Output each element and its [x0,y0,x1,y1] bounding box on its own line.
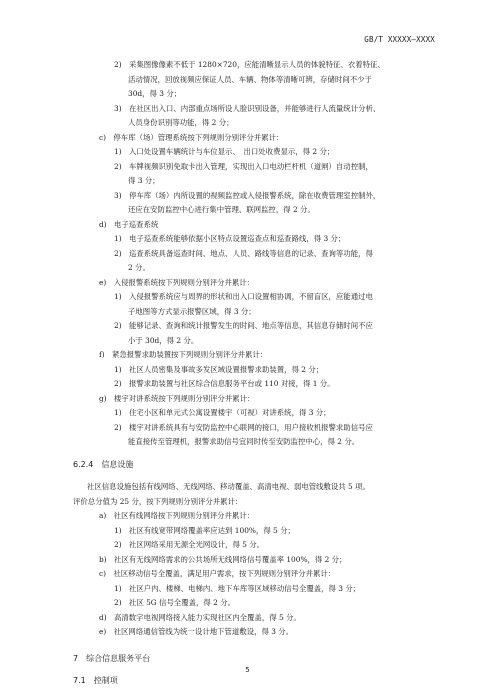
text-line: 3) 在社区出入口、内部重点场所设人脸识别设备，并能够进行人流量统计分析、 [114,103,381,113]
page-number: 5 [245,666,250,674]
text-line: 2) 能够记录、查询和统计报警发生的时间、地点等信息，其信息存储时间不应 [114,321,373,330]
text-line: 子地图等方式显示报警区域，得 3 分； [128,306,256,316]
list-item-a: a) 社区有线网络按下列规则分别评分并累计： [99,511,255,520]
standard-code-header: GB/T XXXXX—XXXX [364,35,435,44]
text-line: 2) 社区网络采用无源全光网设计，得 5 分。 [114,540,265,549]
list-item-d: d) 高清数字电视网络接入能力实现社区内全覆盖，得 5 分。 [99,612,301,622]
list-item-e: e) 入侵报警系统按下列规则分别评分并累计： [99,277,255,287]
text-line: 1) 社区户内、楼梯、电梯内、地下车库等区域移动信号全覆盖，得 3 分； [114,583,361,593]
list-item-c: c) 停车库（场）管理系统按下列规则分别评分并累计： [99,132,284,142]
text-line: 小于 30d，得 2 分。 [128,335,199,345]
text-line: 1) 电子巡查系统能够依据小区特点设置巡查点和巡查路线，得 3 分； [114,234,346,243]
text-line: 能直接传至管理机，报警求助信号宜同时传至安防监控中心，得 2 分。 [128,437,360,446]
text-line: 2) 楼宇对讲系统具有与安防监控中心联网的接口，用户接收机报警求助信号应 [114,422,373,432]
list-item-d: d) 电子巡查系统 [99,219,159,229]
text-line: 1) 社区有线宽带网络覆盖率应达到 100%，得 5 分； [114,525,295,535]
text-line: 2) 巡查系统具备巡查时间、地点、人员、路线等信息的记录、查询等功能，得 [114,248,373,258]
text-line: 2) 车牌视频识别免取卡出入管理，实现出入口电动栏杆机（道闸）自动控制， [114,161,373,171]
text-line: 2) 社区 5G 信号全覆盖，得 2 分。 [114,598,235,607]
page-body [73,58,435,689]
text-line: 3) 停车库（场）内所设置的视频监控或入侵报警系统，除在收费管理室控制外， [114,190,381,200]
section-heading-7-1: 7.1 控制项 [73,676,118,685]
section-heading-7: 7 综合信息服务平台 [73,653,151,663]
list-item-b: b) 社区有无线网络需求的公共场所无线网络信号覆盖率 100%，得 2 分； [99,554,347,564]
text-line: 30d，得 3 分； [128,89,182,98]
list-item-c: c) 社区移动信号全覆盖，满足用户需求，按下列规则分别评分并累计： [99,569,336,578]
text-line: 2) 报警求助装置与社区综合信息服务平台或 110 对接，得 1 分。 [114,379,335,388]
list-item-f: f) 紧急报警求助装置按下列规则分别评分并累计： [99,350,268,359]
paragraph-line: 社区信息设施包括有线网络、无线网络、移动覆盖、高清电视、弱电管线敷设共 5 项。 [87,482,370,491]
paragraph-line: 评价总分值为 25 分，按下列规则分别评分并累计： [73,496,243,506]
text-line: 1) 社区人员密集及事故多发区域设置报警求助装置，得 2 分； [114,364,324,374]
text-line: 人员身份识别等功能，得 2 分； [128,118,234,127]
text-line: 1) 住宅小区和单元式公寓设置楼宇（可视）对讲系统，得 3 分； [114,408,331,417]
text-line: 得 3 分； [128,176,160,185]
section-heading-6-2-4: 6.2.4 信息设施 [73,459,134,469]
text-line: 活动情况，回放视频应保证人员、车辆、物体等清晰可辨，存储时间不少于 [128,74,372,84]
text-line: 1) 入侵报警系统应与周界的形状和出入口设置相协调，不留盲区，应能通过电 [114,292,373,301]
text-line: 还应在安防监控中心进行集中管理、联网监控，得 2 分。 [128,205,315,214]
list-item-g: g) 楼宇对讲系统按下列规则分别评分并累计： [99,393,255,403]
list-item-e: e) 社区网络通信管线为统一设计地下管道敷设，得 3 分。 [99,627,294,636]
text-line: 2) 采集图像像素不低于 1280×720，应能清晰显示人员的体貌特征、衣着特征、 [114,60,385,69]
text-line: 2 分。 [128,263,150,272]
text-line: 1) 入口处设置车辆统计与车位显示、 出口处收费显示，得 2 分； [114,147,335,156]
